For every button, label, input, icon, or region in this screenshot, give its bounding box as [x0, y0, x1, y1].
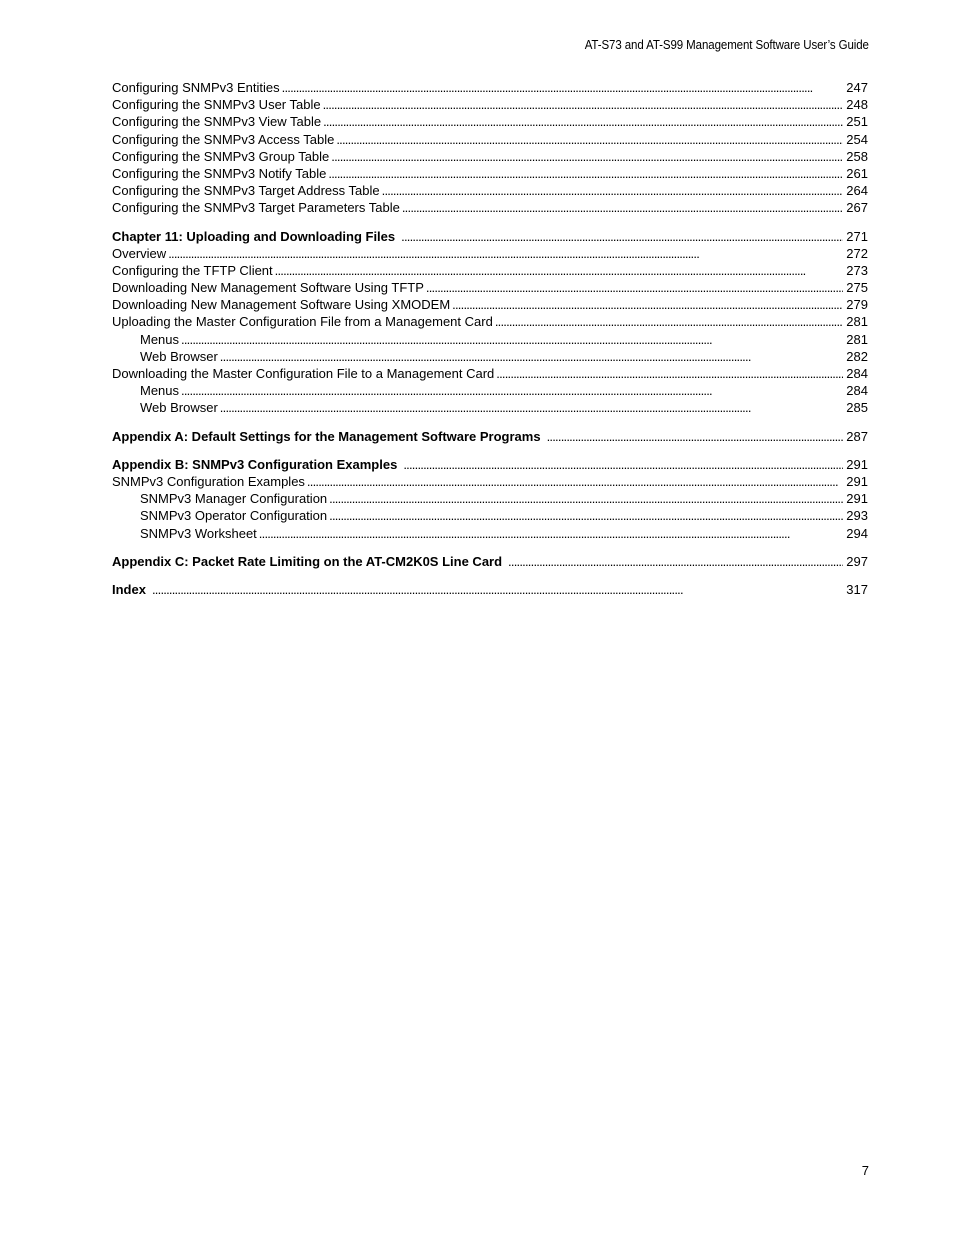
toc-entry[interactable]: [112, 96, 868, 113]
dot-leader: [402, 199, 843, 216]
toc-entry-page: 264: [846, 183, 868, 199]
page-number: 7: [861, 1163, 869, 1178]
toc-entry-page: 291: [846, 473, 868, 489]
toc-entry-page: 287: [846, 428, 868, 444]
toc-entry-title: SNMPv3 Operator Configuration: [140, 508, 328, 524]
toc-subentry[interactable]: [112, 490, 868, 507]
toc-entry-title: SNMPv3 Worksheet: [140, 525, 257, 541]
toc-entry[interactable]: [112, 313, 868, 330]
toc-entry-title: Downloading New Management Software Using XMODEM: [112, 297, 451, 313]
toc-entry-page: 267: [846, 200, 868, 216]
toc-index-heading[interactable]: [112, 581, 868, 598]
dot-leader: [382, 182, 844, 199]
toc-entry-title: Configuring the SNMPv3 User Table: [112, 97, 321, 113]
toc-entry-title: Overview: [112, 245, 167, 261]
toc-subentry[interactable]: [112, 331, 868, 348]
toc-entry-title: Appendix C: Packet Rate Limiting on the AT-CM2K0S Line Card: [112, 553, 503, 569]
toc-entry-title: Configuring the SNMPv3 Target Parameters Table: [112, 200, 400, 216]
toc-entry-title: Configuring the SNMPv3 Access Table: [112, 131, 335, 147]
toc-entry-page: 271: [846, 228, 868, 244]
toc-entry-title: Web Browser: [140, 348, 218, 364]
toc-entry-title: Menus: [140, 383, 180, 399]
toc-entry-page: 261: [846, 165, 868, 181]
dot-leader: [275, 262, 844, 279]
toc-entry-page: 291: [846, 491, 868, 507]
dot-leader: [329, 490, 843, 507]
toc-entry-title: Web Browser: [140, 400, 218, 416]
toc-entry-page: 279: [846, 297, 868, 313]
toc-entry-page: 273: [846, 262, 868, 278]
toc-subentry[interactable]: [112, 507, 868, 524]
toc-entry-title: Configuring the TFTP Client: [112, 262, 273, 278]
dot-leader: [323, 113, 843, 130]
toc-entry-page: 284: [846, 366, 868, 381]
toc-entry-page: 317: [846, 581, 868, 597]
dot-leader: [331, 148, 843, 165]
toc-entry[interactable]: [112, 245, 868, 262]
toc-appendix-heading[interactable]: [112, 456, 868, 473]
toc-subentry[interactable]: [112, 382, 868, 399]
toc-entry-title: Downloading the Master Configuration File to a Management Card: [112, 366, 495, 381]
toc-entry[interactable]: [112, 262, 868, 279]
toc-entry-title: Uploading the Master Configuration File from a Management Card: [112, 314, 493, 330]
toc-entry-title: Configuring the SNMPv3 Group Table: [112, 148, 330, 164]
toc-entry[interactable]: [112, 165, 868, 182]
toc-entry-page: 284: [846, 383, 868, 399]
toc-entry-page: 251: [846, 114, 868, 130]
toc-group: [112, 428, 868, 445]
toc-chapter-heading[interactable]: [112, 228, 868, 245]
toc-group: [112, 228, 868, 417]
toc-appendix-heading[interactable]: [112, 428, 868, 445]
toc-entry[interactable]: [112, 148, 868, 165]
toc-entry-title: Configuring SNMPv3 Entities: [112, 80, 280, 95]
toc-group: [112, 79, 868, 217]
toc-group: [112, 456, 868, 542]
dot-leader: [508, 553, 843, 570]
toc-entry-page: 297: [846, 553, 868, 569]
dot-leader: [547, 428, 844, 445]
toc-entry-title: Chapter 11: Uploading and Downloading Files: [112, 228, 396, 244]
dot-leader: [181, 382, 843, 399]
toc-entry[interactable]: [112, 279, 868, 296]
dot-leader: [329, 507, 843, 524]
running-header: AT-S73 and AT-S99 Management Software User’s Guide: [584, 38, 869, 52]
toc-entry-title: SNMPv3 Manager Configuration: [140, 491, 328, 507]
dot-leader: [495, 313, 843, 330]
table-of-contents: [112, 79, 868, 609]
dot-leader: [323, 96, 844, 113]
toc-entry-page: 258: [846, 148, 868, 164]
toc-entry-page: 291: [846, 456, 868, 472]
dot-leader: [168, 245, 843, 262]
toc-entry-page: 293: [846, 508, 868, 524]
dot-leader: [220, 348, 844, 365]
toc-entry[interactable]: [112, 365, 868, 382]
toc-entry-title: Configuring the SNMPv3 View Table: [112, 114, 322, 130]
dot-leader: [282, 79, 844, 96]
dot-leader: [401, 228, 843, 245]
toc-group: [112, 581, 868, 598]
toc-entry-page: 282: [846, 348, 868, 364]
toc-entry-page: 248: [846, 97, 868, 113]
dot-leader: [452, 296, 843, 313]
toc-entry-page: 272: [846, 245, 868, 261]
dot-leader: [307, 473, 843, 490]
toc-entry-title: Index: [112, 581, 146, 597]
toc-entry[interactable]: [112, 296, 868, 313]
toc-entry-title: Menus: [140, 331, 180, 347]
toc-entry-page: 281: [846, 331, 868, 347]
toc-subentry[interactable]: [112, 399, 868, 416]
toc-entry-title: Downloading New Management Software Using TFTP: [112, 280, 424, 296]
toc-entry-page: 294: [846, 525, 868, 541]
toc-entry-page: 247: [846, 80, 868, 95]
toc-entry[interactable]: [112, 182, 868, 199]
dot-leader: [336, 131, 843, 148]
toc-entry-page: 285: [846, 400, 868, 416]
toc-entry-page: 254: [846, 131, 868, 147]
toc-entry[interactable]: [112, 79, 868, 96]
toc-entry[interactable]: [112, 131, 868, 148]
dot-leader: [403, 456, 843, 473]
toc-group: [112, 553, 868, 570]
toc-entry-page: 281: [846, 314, 868, 330]
toc-entry[interactable]: [112, 473, 868, 490]
dot-leader: [181, 331, 843, 348]
toc-subentry[interactable]: [112, 348, 868, 365]
toc-appendix-heading[interactable]: [112, 553, 868, 570]
toc-entry-title: Configuring the SNMPv3 Target Address Table: [112, 183, 380, 199]
dot-leader: [220, 399, 844, 416]
toc-entry-page: 275: [846, 280, 868, 296]
dot-leader: [152, 581, 843, 598]
dot-leader: [328, 165, 843, 182]
toc-entry-title: Appendix B: SNMPv3 Configuration Examples: [112, 456, 398, 472]
toc-entry-title: SNMPv3 Configuration Examples: [112, 473, 305, 489]
dot-leader: [496, 365, 843, 382]
toc-entry[interactable]: [112, 199, 868, 216]
toc-entry-title: Configuring the SNMPv3 Notify Table: [112, 165, 327, 181]
toc-entry-title: Appendix A: Default Settings for the Management Software Programs: [112, 428, 541, 444]
toc-subentry[interactable]: [112, 525, 868, 542]
dot-leader: [426, 279, 843, 296]
toc-entry[interactable]: [112, 113, 868, 130]
dot-leader: [259, 525, 844, 542]
